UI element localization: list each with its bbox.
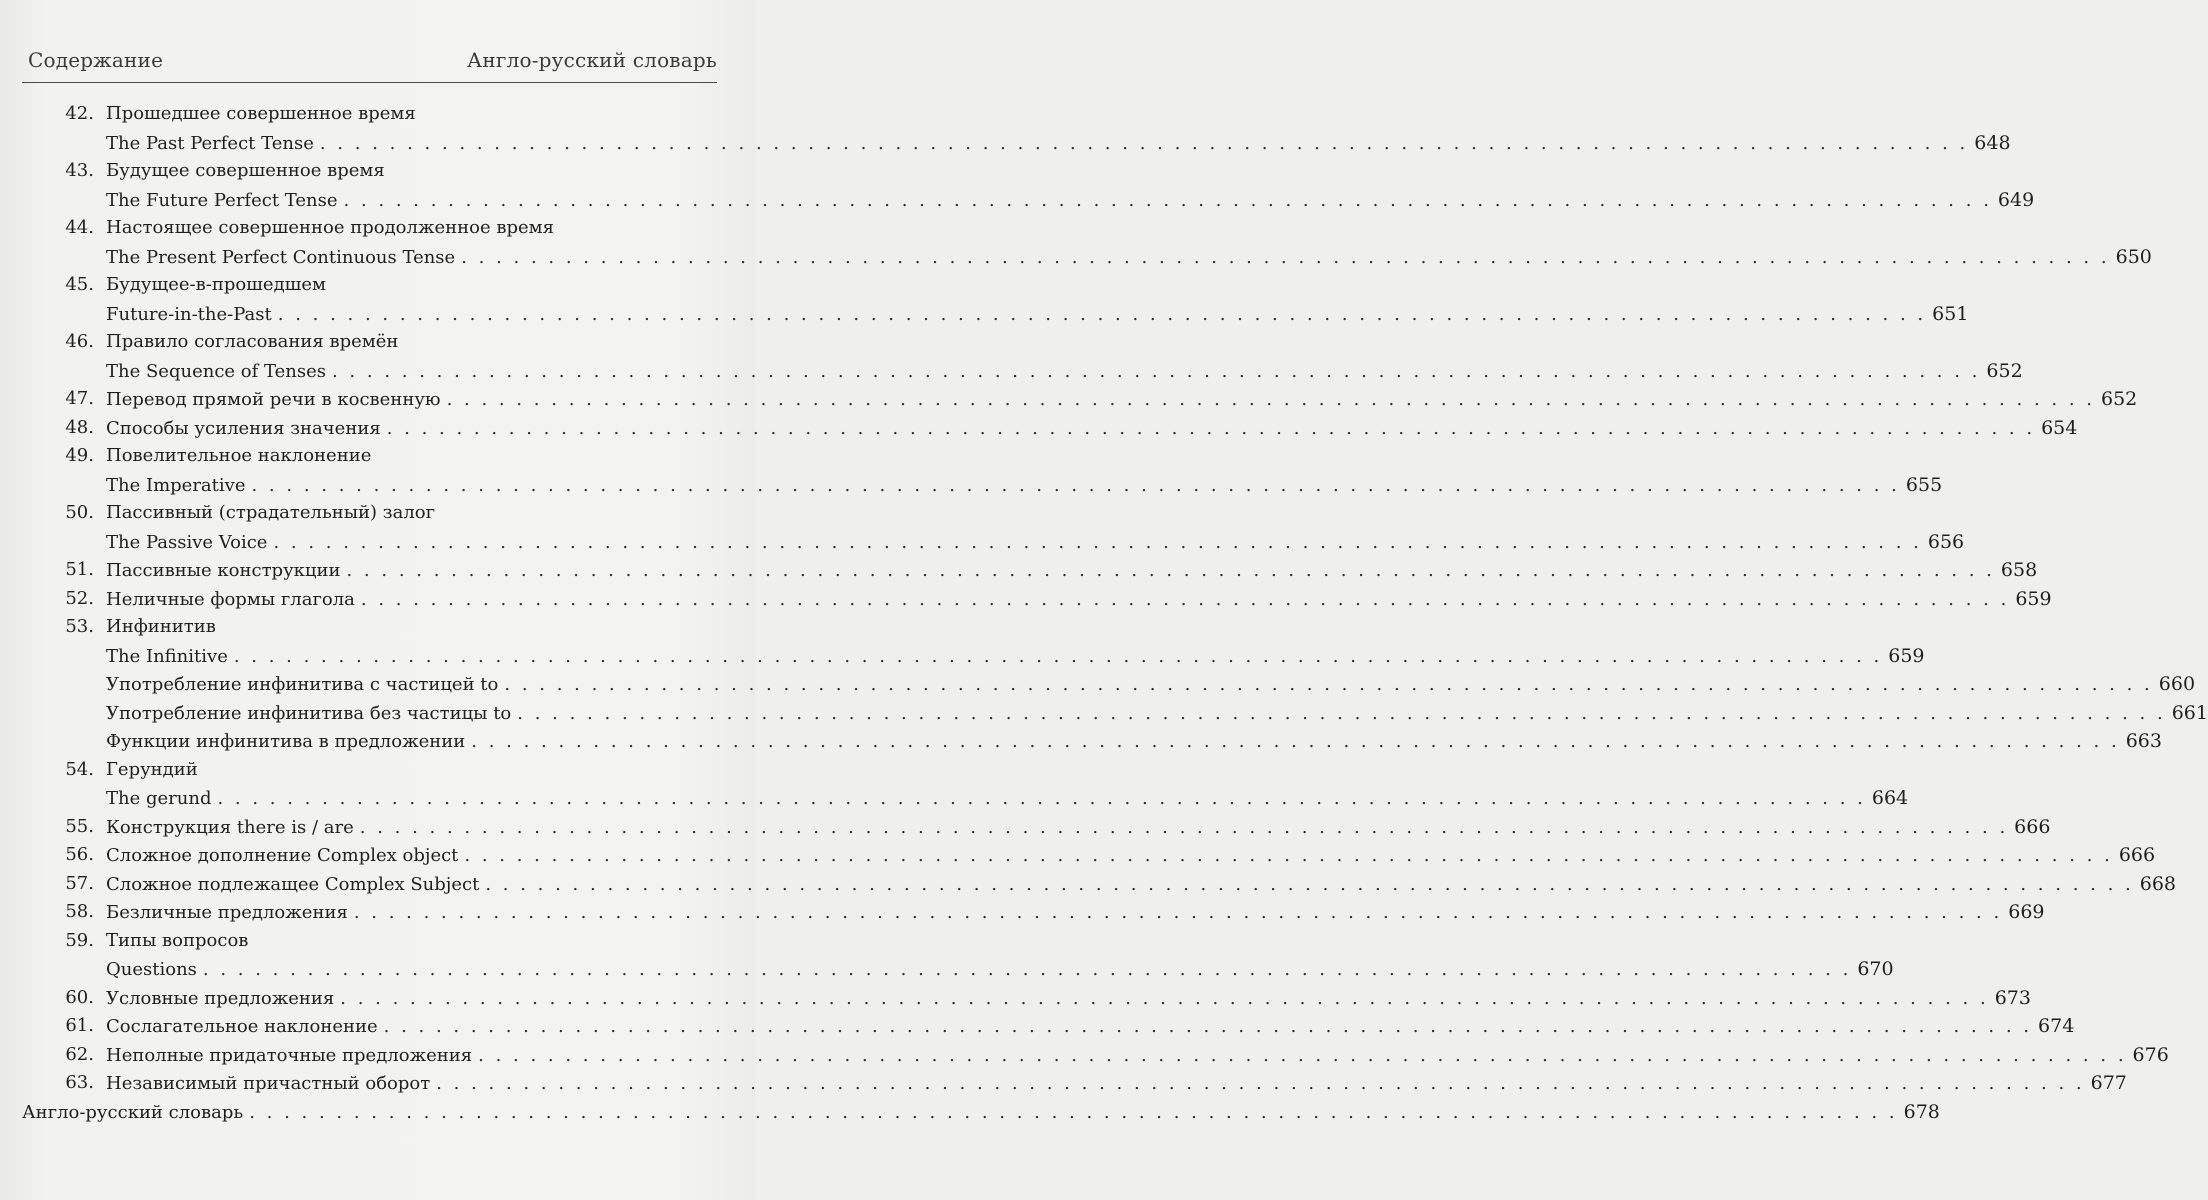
chapter-number: 51. [65,559,94,580]
entry-title: Перевод прямой речи в косвенную [106,389,441,410]
toc-row [0,898,2045,927]
toc-row [0,385,2138,414]
toc-entry[interactable] [106,385,2138,415]
page-number: 673 [1994,986,2031,1009]
toc-entry[interactable] [106,1069,2127,1099]
dot-leader: . . . . . . . . . . . . . . . . . . . . . . . . . . . . . . . . . . . . . . . . . . . . . . . . . . . . . . . . . . . . . . . . . . . . . . . . . . . . . . . . . . . . . . . . . . . . . . . [346,560,1995,581]
entry-title: Неличные формы глагола [106,588,355,610]
entry-title: The Imperative [106,474,246,496]
page-number: 652 [2101,388,2138,410]
toc-row [0,243,2152,272]
dot-leader: . . . . . . . . . . . . . . . . . . . . . . . . . . . . . . . . . . . . . . . . . . . . . . . . . . . . . . . . . . . . . . . . . . . . . . . . . . . . . . . . . . . . . . . . . . . . . . . [436,1073,2085,1094]
entry-title: Употребление инфинитива с частицей to [106,674,499,695]
toc-entry[interactable] [106,300,1969,330]
chapter-number: 55. [65,815,94,837]
dot-leader: . . . . . . . . . . . . . . . . . . . . . . . . . . . . . . . . . . . . . . . . . . . . . . . . . . . . . . . . . . . . . . . . . . . . . . . . . . . . . . . . . . . . . . . . . . . . . . . [360,588,2010,610]
entry-title: Future-in-the-Past [106,303,272,325]
page-number: 663 [2125,730,2162,752]
toc-entry[interactable] [106,585,2052,615]
dot-leader: . . . . . . . . . . . . . . . . . . . . . . . . . . . . . . . . . . . . . . . . . . . . . . . . . . . . . . . . . . . . . . . . . . . . . . . . . . . . . . . . . . . . . . . . . . . . . . . [353,902,2003,923]
toc-row [0,357,2023,386]
entry-title: The gerund [106,788,212,809]
page-number: 664 [1871,787,1909,809]
toc-entry[interactable] [106,471,1943,501]
dot-leader: . . . . . . . . . . . . . . . . . . . . . . . . . . . . . . . . . . . . . . . . . . . . . . . . . . . . . . . . . . . . . . . . . . . . . . . . . . . . . . . . . . . . . . . . . . . . . . . [249,1101,1898,1123]
chapter-number: 46. [65,331,94,352]
page-number: 666 [2118,844,2156,866]
page-number: 658 [2000,559,2038,581]
toc-row [0,328,755,357]
dot-leader: . . . . . . . . . . . . . . . . . . . . . . . . . . . . . . . . . . . . . . . . . . . . . . . . . . . . . . . . . . . . . . . . . . . . . . . . . . . . . . . . . . . . . . . . . . . . . . . [319,132,1969,154]
entry-title: Неполные придаточные предложения [106,1044,473,1066]
chapter-title: Правило согласования времён [106,331,399,352]
toc-row [0,670,2196,699]
page-number: 660 [2158,673,2196,695]
toc-row [0,784,1909,813]
page-number: 654 [2041,416,2078,439]
toc-row [0,984,2031,1013]
toc-row [0,756,755,785]
entry-title: Англо-русский словарь [22,1101,244,1123]
entry-title: Сослагательное наклонение [106,1016,378,1037]
toc-entry[interactable] [106,699,2208,729]
toc-row [0,271,755,300]
chapter-title: Пассивный (страдательный) залог [106,502,436,523]
chapter-title: Герундий [106,758,198,780]
toc-entry[interactable] [106,841,2156,871]
entry-title: Условные предложения [106,987,335,1009]
entry-title: Сложное подлежащее Complex Subject [106,873,480,895]
toc-entry[interactable] [106,870,2177,900]
page-number: 651 [1932,302,1969,325]
toc-row [0,1098,1940,1127]
toc-row [0,442,755,471]
dot-leader: . . . . . . . . . . . . . . . . . . . . . . . . . . . . . . . . . . . . . . . . . . . . . . . . . . . . . . . . . . . . . . . . . . . . . . . . . . . . . . . . . . . . . . . . . . . . . . . [251,474,1900,496]
page-number: 650 [2115,245,2152,268]
toc-entry[interactable] [106,1041,2169,1071]
dot-leader: . . . . . . . . . . . . . . . . . . . . . . . . . . . . . . . . . . . . . . . . . . . . . . . . . . . . . . . . . . . . . . . . . . . . . . . . . . . . . . . . . . . . . . . . . . . . . . . [277,303,1927,325]
entry-title: The Passive Voice [106,531,268,553]
toc-row [0,129,2011,158]
chapter-title: Будущее совершенное время [106,160,385,181]
toc-entry[interactable] [106,898,2045,928]
header-section-name: Содержание [28,48,164,72]
chapter-number: 58. [65,901,94,922]
toc-entry[interactable] [106,556,2038,586]
toc-row [0,927,755,956]
table-of-contents [0,100,2208,1126]
chapter-number: 44. [65,217,94,238]
dot-leader: . . . . . . . . . . . . . . . . . . . . . . . . . . . . . . . . . . . . . . . . . . . . . . . . . . . . . . . . . . . . . . . . . . . . . . . . . . . . . . . . . . . . . . . . . . . . . . . [485,873,2134,895]
dot-leader: . . . . . . . . . . . . . . . . . . . . . . . . . . . . . . . . . . . . . . . . . . . . . . . . . . . . . . . . . . . . . . . . . . . . . . . . . . . . . . . . . . . . . . . . . . . . . . . [233,645,1883,667]
toc-row [0,300,1969,329]
dot-leader: . . . . . . . . . . . . . . . . . . . . . . . . . . . . . . . . . . . . . . . . . . . . . . . . . . . . . . . . . . . . . . . . . . . . . . . . . . . . . . . . . . . . . . . . . . . . . . . [461,246,2110,268]
toc-row [0,642,1925,671]
page-number: 656 [1927,530,1965,553]
dot-leader: . . . . . . . . . . . . . . . . . . . . . . . . . . . . . . . . . . . . . . . . . . . . . . . . . . . . . . . . . . . . . . . . . . . . . . . . . . . . . . . . . . . . . . . . . . . . . . . [343,189,1992,211]
toc-entry[interactable] [106,670,2196,700]
chapter-number: 48. [65,416,94,438]
page-number: 669 [2008,901,2045,923]
toc-entry[interactable] [106,1012,2075,1042]
chapter-number: 57. [65,872,94,894]
chapter-number: 50. [65,502,94,523]
dot-leader: . . . . . . . . . . . . . . . . . . . . . . . . . . . . . . . . . . . . . . . . . . . . . . . . . . . . . . . . . . . . . . . . . . . . . . . . . . . . . . . . . . . . . . . . . . . . . . . [386,417,2036,439]
entry-title: The Past Perfect Tense [106,132,314,154]
dot-leader: . . . . . . . . . . . . . . . . . . . . . . . . . . . . . . . . . . . . . . . . . . . . . . . . . . . . . . . . . . . . . . . . . . . . . . . . . . . . . . . . . . . . . . . . . . . . . . . [331,360,1981,382]
dot-leader: . . . . . . . . . . . . . . . . . . . . . . . . . . . . . . . . . . . . . . . . . . . . . . . . . . . . . . . . . . . . . . . . . . . . . . . . . . . . . . . . . . . . . . . . . . . . . . . [504,674,2153,695]
header-book-title: Англо-русский словарь [467,48,717,72]
page-number: 652 [1986,359,2023,382]
dot-leader: . . . . . . . . . . . . . . . . . . . . . . . . . . . . . . . . . . . . . . . . . . . . . . . . . . . . . . . . . . . . . . . . . . . . . . . . . . . . . . . . . . . . . . . . . . . . . . . [202,959,1852,980]
entry-title: Пассивные конструкции [106,560,341,581]
toc-row [0,100,755,129]
toc-row [0,157,755,186]
chapter-number: 43. [65,160,94,181]
page-number: 670 [1857,958,1894,980]
dot-leader: . . . . . . . . . . . . . . . . . . . . . . . . . . . . . . . . . . . . . . . . . . . . . . . . . . . . . . . . . . . . . . . . . . . . . . . . . . . . . . . . . . . . . . . . . . . . . . . [464,845,2113,866]
page-number: 661 [2171,701,2208,724]
entry-title: Употребление инфинитива без частицы to [106,702,512,724]
toc-row [0,1041,2169,1070]
chapter-number: 54. [65,758,94,780]
chapter-number: 61. [65,1015,94,1036]
toc-row [0,841,2156,870]
page-number: 648 [1974,131,2011,154]
toc-entry[interactable] [106,129,2011,159]
toc-entry[interactable] [106,357,2023,387]
chapter-title: Прошедшее совершенное время [106,103,416,124]
entry-title: The Sequence of Tenses [106,360,326,382]
chapter-title: Инфинитив [106,616,216,637]
entry-title: Независимый причастный оборот [106,1073,431,1094]
page-number: 655 [1905,473,1943,496]
dot-leader: . . . . . . . . . . . . . . . . . . . . . . . . . . . . . . . . . . . . . . . . . . . . . . . . . . . . . . . . . . . . . . . . . . . . . . . . . . . . . . . . . . . . . . . . . . . . . . . [359,816,2009,838]
toc-row [0,499,755,528]
toc-entry[interactable] [106,727,2162,757]
toc-entry[interactable] [106,186,2035,216]
toc-row [0,414,2078,443]
page-number: 668 [2139,872,2177,895]
toc-row [0,699,2208,728]
page-number: 678 [1903,1100,1940,1123]
chapter-number: 42. [65,103,94,124]
chapter-number: 56. [65,844,94,865]
entry-title: Способы усиления значения [106,417,381,439]
page-number: 659 [1888,644,1925,667]
chapter-number: 63. [65,1072,94,1093]
toc-row [0,214,755,243]
toc-entry[interactable] [106,414,2078,444]
page-number: 649 [1997,188,2035,211]
chapter-number: 53. [65,616,94,637]
toc-row [0,613,755,642]
dot-leader: . . . . . . . . . . . . . . . . . . . . . . . . . . . . . . . . . . . . . . . . . . . . . . . . . . . . . . . . . . . . . . . . . . . . . . . . . . . . . . . . . . . . . . . . . . . . . . . [517,702,2166,724]
toc-row [0,528,1965,557]
entry-title: Функции инфинитива в предложении [106,731,466,752]
toc-entry[interactable] [106,984,2031,1014]
toc-row [0,813,2051,842]
page-number: 676 [2132,1043,2169,1066]
entry-title: The Future Perfect Tense [106,189,338,211]
chapter-title: Повелительное наклонение [106,445,372,466]
chapter-title: Типы вопросов [106,929,249,951]
dot-leader: . . . . . . . . . . . . . . . . . . . . . . . . . . . . . . . . . . . . . . . . . . . . . . . . . . . . . . . . . . . . . . . . . . . . . . . . . . . . . . . . . . . . . . . . . . . . . . . [217,788,1866,809]
toc-entry[interactable] [106,528,1965,558]
toc-row [0,955,1894,984]
toc-row [0,1069,2127,1098]
entry-title: Сложное дополнение Complex object [106,845,459,866]
dot-leader: . . . . . . . . . . . . . . . . . . . . . . . . . . . . . . . . . . . . . . . . . . . . . . . . . . . . . . . . . . . . . . . . . . . . . . . . . . . . . . . . . . . . . . . . . . . . . . . [340,987,1989,1009]
chapter-number: 62. [65,1043,94,1065]
toc-row [0,471,1943,500]
toc-entry[interactable] [106,955,1894,985]
chapter-number: 45. [65,274,94,295]
page-number: 677 [2090,1072,2127,1094]
toc-entry[interactable] [106,784,1909,814]
toc-row [0,870,2177,899]
chapter-number: 59. [65,929,94,951]
toc-row [0,585,2052,614]
entry-title: The Present Perfect Continuous Tense [106,246,456,268]
entry-title: Безличные предложения [106,902,348,923]
page-number: 674 [2038,1015,2075,1037]
entry-title: The Infinitive [106,645,228,667]
page-number: 659 [2015,587,2052,610]
page-number: 666 [2014,815,2051,838]
chapter-number: 60. [65,986,94,1008]
toc-row [0,186,2035,215]
entry-title: Конструкция there is / are [106,816,354,838]
running-header [22,48,717,83]
toc-entry[interactable] [106,813,2051,843]
entry-title: Questions [106,959,197,980]
toc-entry[interactable] [106,642,1925,672]
chapter-number: 49. [65,445,94,466]
chapter-title: Настоящее совершенное продолженное время [106,217,555,238]
toc-entry[interactable] [106,243,2152,273]
toc-entry[interactable] [22,1098,1940,1128]
toc-row [0,727,2162,756]
chapter-number: 52. [65,587,94,609]
dot-leader: . . . . . . . . . . . . . . . . . . . . . . . . . . . . . . . . . . . . . . . . . . . . . . . . . . . . . . . . . . . . . . . . . . . . . . . . . . . . . . . . . . . . . . . . . . . . . . . [383,1016,2033,1037]
toc-row [0,556,2038,585]
dot-leader: . . . . . . . . . . . . . . . . . . . . . . . . . . . . . . . . . . . . . . . . . . . . . . . . . . . . . . . . . . . . . . . . . . . . . . . . . . . . . . . . . . . . . . . . . . . . . . . [446,389,2095,410]
chapter-title: Будущее-в-прошедшем [106,274,327,295]
chapter-number: 47. [65,388,94,409]
toc-row [0,1012,2075,1041]
dot-leader: . . . . . . . . . . . . . . . . . . . . . . . . . . . . . . . . . . . . . . . . . . . . . . . . . . . . . . . . . . . . . . . . . . . . . . . . . . . . . . . . . . . . . . . . . . . . . . . [471,731,2120,752]
dot-leader: . . . . . . . . . . . . . . . . . . . . . . . . . . . . . . . . . . . . . . . . . . . . . . . . . . . . . . . . . . . . . . . . . . . . . . . . . . . . . . . . . . . . . . . . . . . . . . . [478,1044,2127,1066]
dot-leader: . . . . . . . . . . . . . . . . . . . . . . . . . . . . . . . . . . . . . . . . . . . . . . . . . . . . . . . . . . . . . . . . . . . . . . . . . . . . . . . . . . . . . . . . . . . . . . . [273,531,1922,553]
